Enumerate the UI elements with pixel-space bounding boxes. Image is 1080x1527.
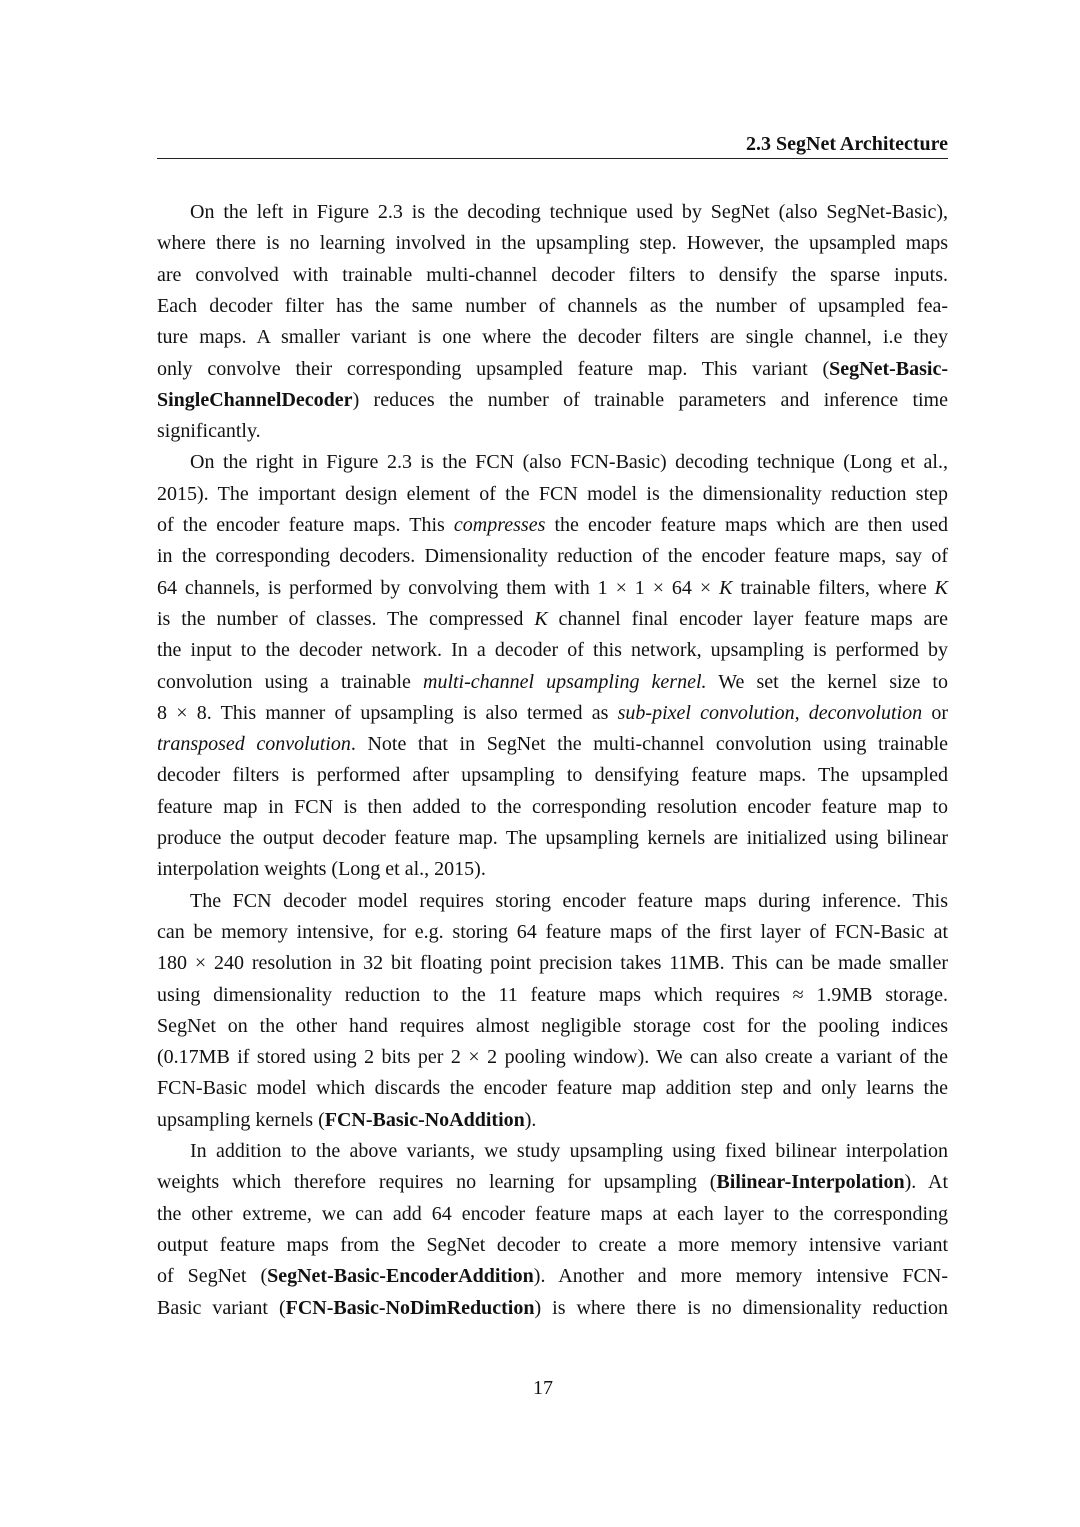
text-line [157, 1263, 948, 1289]
text-line [157, 731, 948, 757]
text-line [157, 1013, 948, 1039]
text-run: On the right in Figure 2.3 is the FCN (also FCN-Basic) decoding technique (Long et al., [190, 451, 948, 474]
text-run: ture maps. A smaller variant is one where the decoder filters are single channel, i.e they [157, 326, 948, 349]
text-line [157, 1232, 948, 1258]
text-line [157, 794, 948, 820]
text-run: In addition to the above variants, we study upsampling using fixed bilinear interpolation [190, 1140, 948, 1162]
text-run: is the number of classes. The compressed [157, 607, 535, 630]
text-line [157, 1295, 948, 1321]
text-run: produce the output decoder feature map. The upsampling kernels are initialized using bilinear [157, 827, 948, 849]
text-line [157, 856, 948, 882]
text-run: or [922, 701, 948, 724]
text-line [157, 543, 948, 569]
text-line [157, 919, 948, 945]
text-run: upsampling kernels ( [157, 1108, 325, 1131]
text-run: are convolved with trainable multi-channel decoder filters to densify the sparse inputs. [157, 263, 948, 286]
text-run: only convolve their corresponding upsampled feature map. This variant ( [157, 357, 830, 380]
text-line [157, 606, 948, 632]
text-run: SegNet on the other hand requires almost negligible storage cost for the pooling indices [157, 1014, 948, 1037]
text-run: 180 × 240 resolution in 32 bit floating point precision takes 11MB. This can be made smaller [157, 952, 948, 975]
text-run: the input to the decoder network. In a decoder of this network, upsampling is performed by [157, 639, 948, 662]
text-line [157, 230, 948, 256]
text-run: The FCN decoder model requires storing encoder feature maps during inference. This [190, 889, 948, 912]
text-run: We set the kernel size to [706, 670, 948, 693]
text-line [157, 512, 948, 538]
text-line [190, 1138, 948, 1164]
text-run: using dimensionality reduction to the 11 feature maps which requires ≈ 1.9MB storage. [157, 983, 948, 1006]
header-rule [157, 158, 948, 159]
text-run: On the left in Figure 2.3 is the decoding technique used by SegNet (also SegNet-Basic), [190, 201, 948, 223]
text-run: trainable filters, where [732, 576, 935, 599]
text-line [190, 199, 948, 225]
text-run: can be memory intensive, for e.g. storing 64 feature maps of the first layer of FCN-Basic at [157, 920, 948, 943]
italic-term: sub-pixel convolution, deconvolution [617, 701, 923, 724]
text-run: where there is no learning involved in the upsampling step. However, the upsampled maps [157, 232, 948, 255]
italic-term: K [719, 576, 733, 599]
bold-term: Bilinear-Interpolation [716, 1171, 905, 1194]
text-line [157, 950, 948, 976]
text-line [190, 888, 948, 914]
text-line [157, 356, 948, 382]
text-run: 8 × 8. This manner of upsampling is also termed as [157, 701, 618, 724]
bold-term: FCN-Basic-NoDimReduction [285, 1296, 535, 1319]
text-line [190, 449, 948, 475]
text-run: Basic variant ( [157, 1296, 286, 1319]
text-run: ) reduces the number of trainable parameters and inference time [352, 388, 948, 411]
text-run: ) is where there is no dimensionality reduction [534, 1296, 948, 1319]
text-run: output feature maps from the SegNet decoder to create a more memory intensive variant [157, 1233, 948, 1256]
page-number: 17 [533, 1377, 553, 1399]
italic-term: multi-channel upsampling kernel. [423, 670, 707, 693]
text-run: ). Another and more memory intensive FCN- [533, 1265, 948, 1288]
text-run: interpolation weights (Long et al., 2015). [157, 858, 486, 881]
text-run: ). At [904, 1171, 948, 1194]
italic-term: K [534, 607, 548, 630]
text-line [157, 262, 948, 288]
text-line [157, 1201, 948, 1227]
text-line [157, 1044, 948, 1070]
text-line [157, 637, 948, 663]
bold-term: SegNet-Basic-EncoderAddition [267, 1265, 534, 1288]
text-line [157, 1169, 948, 1195]
text-run: Each decoder filter has the same number of channels as the number of upsampled fea- [157, 294, 948, 317]
text-line [157, 575, 948, 601]
text-run: of SegNet ( [157, 1265, 268, 1288]
text-run: channel final encoder layer feature maps are [547, 607, 948, 630]
text-line [157, 700, 948, 726]
bold-term: SegNet-Basic- [829, 357, 948, 380]
text-run: the encoder feature maps which are then used [545, 514, 948, 536]
text-line [157, 293, 948, 319]
text-run: feature map in FCN is then added to the corresponding resolution encoder feature map to [157, 795, 948, 818]
text-run: significantly. [157, 420, 261, 443]
text-run: of the encoder feature maps. This [157, 514, 454, 536]
text-run: . Note that in SegNet the multi-channel convolution using trainable [350, 733, 948, 756]
italic-term: compresses [453, 514, 546, 536]
italic-term: K [934, 576, 948, 599]
text-line [157, 1075, 948, 1101]
text-run: convolution using a trainable [157, 670, 423, 693]
running-header-title: 2.3 SegNet Architecture [746, 133, 948, 155]
text-line [157, 982, 948, 1008]
text-line [157, 1107, 948, 1133]
text-run: 64 channels, is performed by convolving them with 1 × 1 × 64 × [157, 576, 720, 599]
text-line [157, 418, 948, 444]
text-run: FCN-Basic model which discards the encoder feature map addition step and only learns the [157, 1077, 948, 1100]
text-line [157, 669, 948, 695]
bold-term: SingleChannelDecoder [157, 388, 353, 411]
text-line [157, 324, 948, 350]
text-run: the other extreme, we can add 64 encoder feature maps at each layer to the corresponding [157, 1202, 948, 1225]
text-line [157, 762, 948, 788]
text-run: weights which therefore requires no learning for upsampling ( [157, 1171, 717, 1194]
italic-term: transposed convolution [157, 733, 351, 756]
text-run: decoder filters is performed after upsampling to densifying feature maps. The upsampled [157, 764, 948, 787]
text-run: (0.17MB if stored using 2 bits per 2 × 2 pooling window). We can also create a variant of the [157, 1046, 948, 1069]
text-run: in the corresponding decoders. Dimensionality reduction of the encoder feature maps, say of [157, 545, 948, 568]
bold-term: FCN-Basic-NoAddition [324, 1108, 525, 1131]
text-line [157, 825, 948, 851]
text-run: 2015). The important design element of the FCN model is the dimensionality reduction step [157, 482, 948, 505]
text-run: ). [524, 1108, 537, 1131]
text-line [157, 481, 948, 507]
text-line [157, 387, 948, 413]
